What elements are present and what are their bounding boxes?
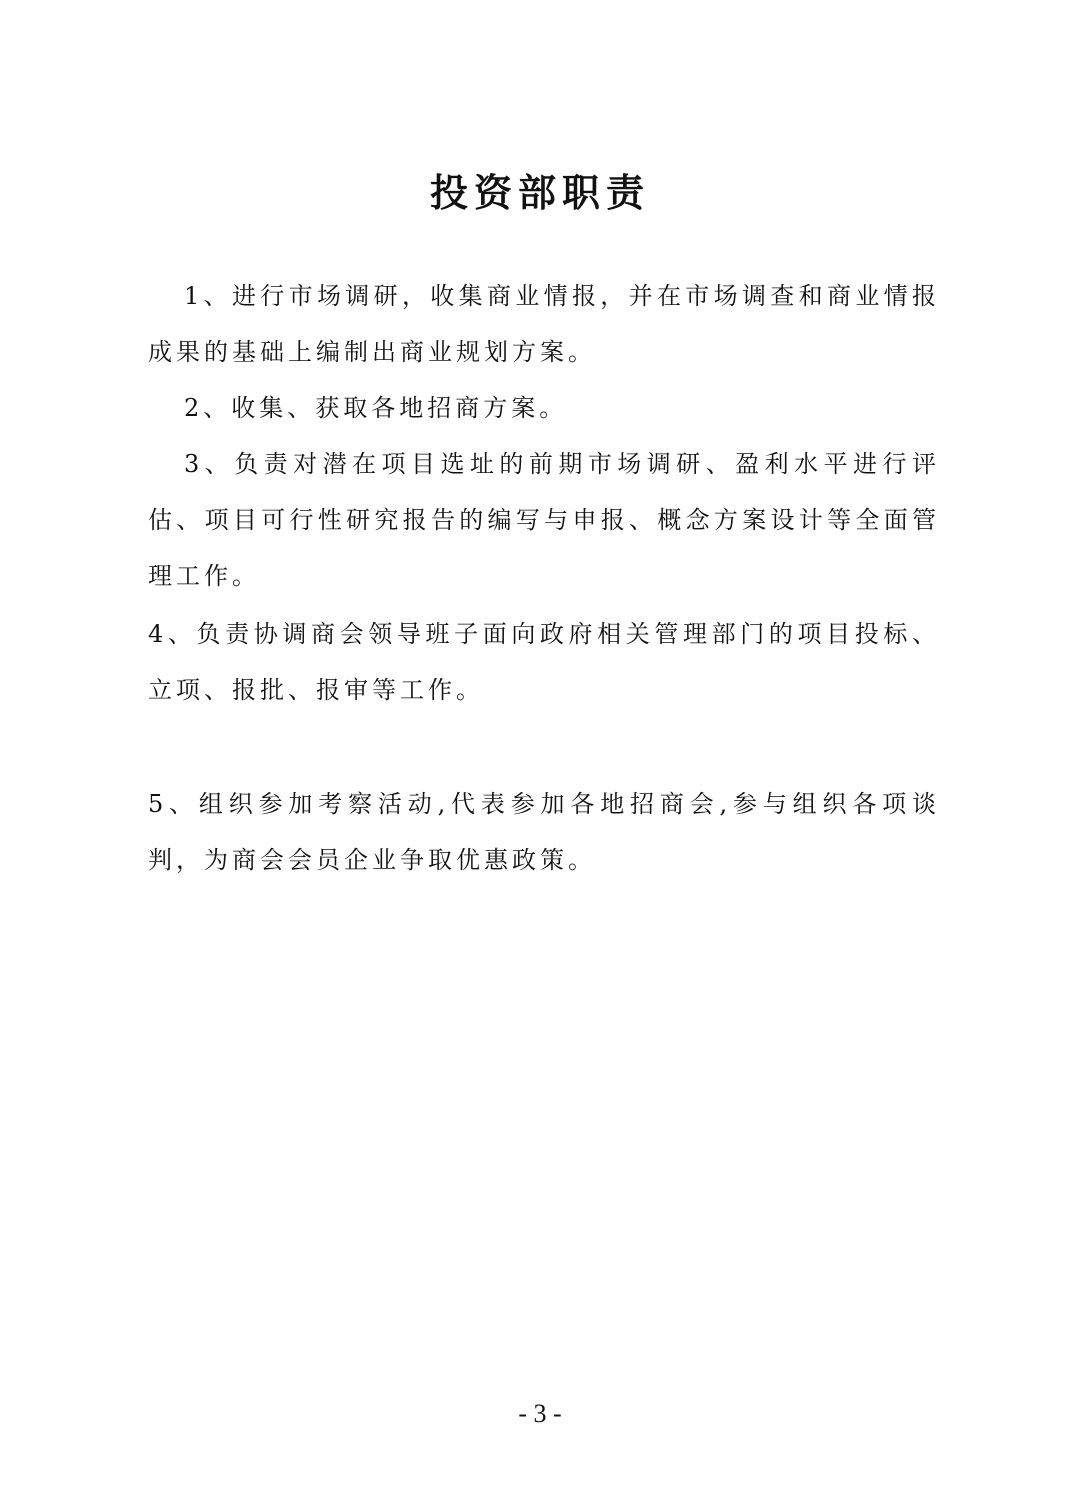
paragraph-4: 4、负责协调商会领导班子面向政府相关管理部门的项目投标、立项、报批、报审等工作。: [148, 620, 940, 704]
paragraph-2: 2、收集、获取各地招商方案。: [184, 394, 568, 422]
paragraph-5: 5、组织参加考察活动,代表参加各地招商会,参与组织各项谈判，为商会会员企业争取优惠政策。: [148, 790, 940, 874]
page-title: 投资部职责: [429, 170, 650, 216]
page-number: - 3 -: [518, 1399, 562, 1428]
paragraph-1: 1、进行市场调研，收集商业情报，并在市场调查和商业情报成果的基础上编制出商业规划方案。: [148, 282, 940, 366]
paragraph-3: 3、负责对潜在项目选址的前期市场调研、盈利水平进行评估、项目可行性研究报告的编写与申报、概念方案设计等全面管理工作。: [148, 450, 940, 590]
